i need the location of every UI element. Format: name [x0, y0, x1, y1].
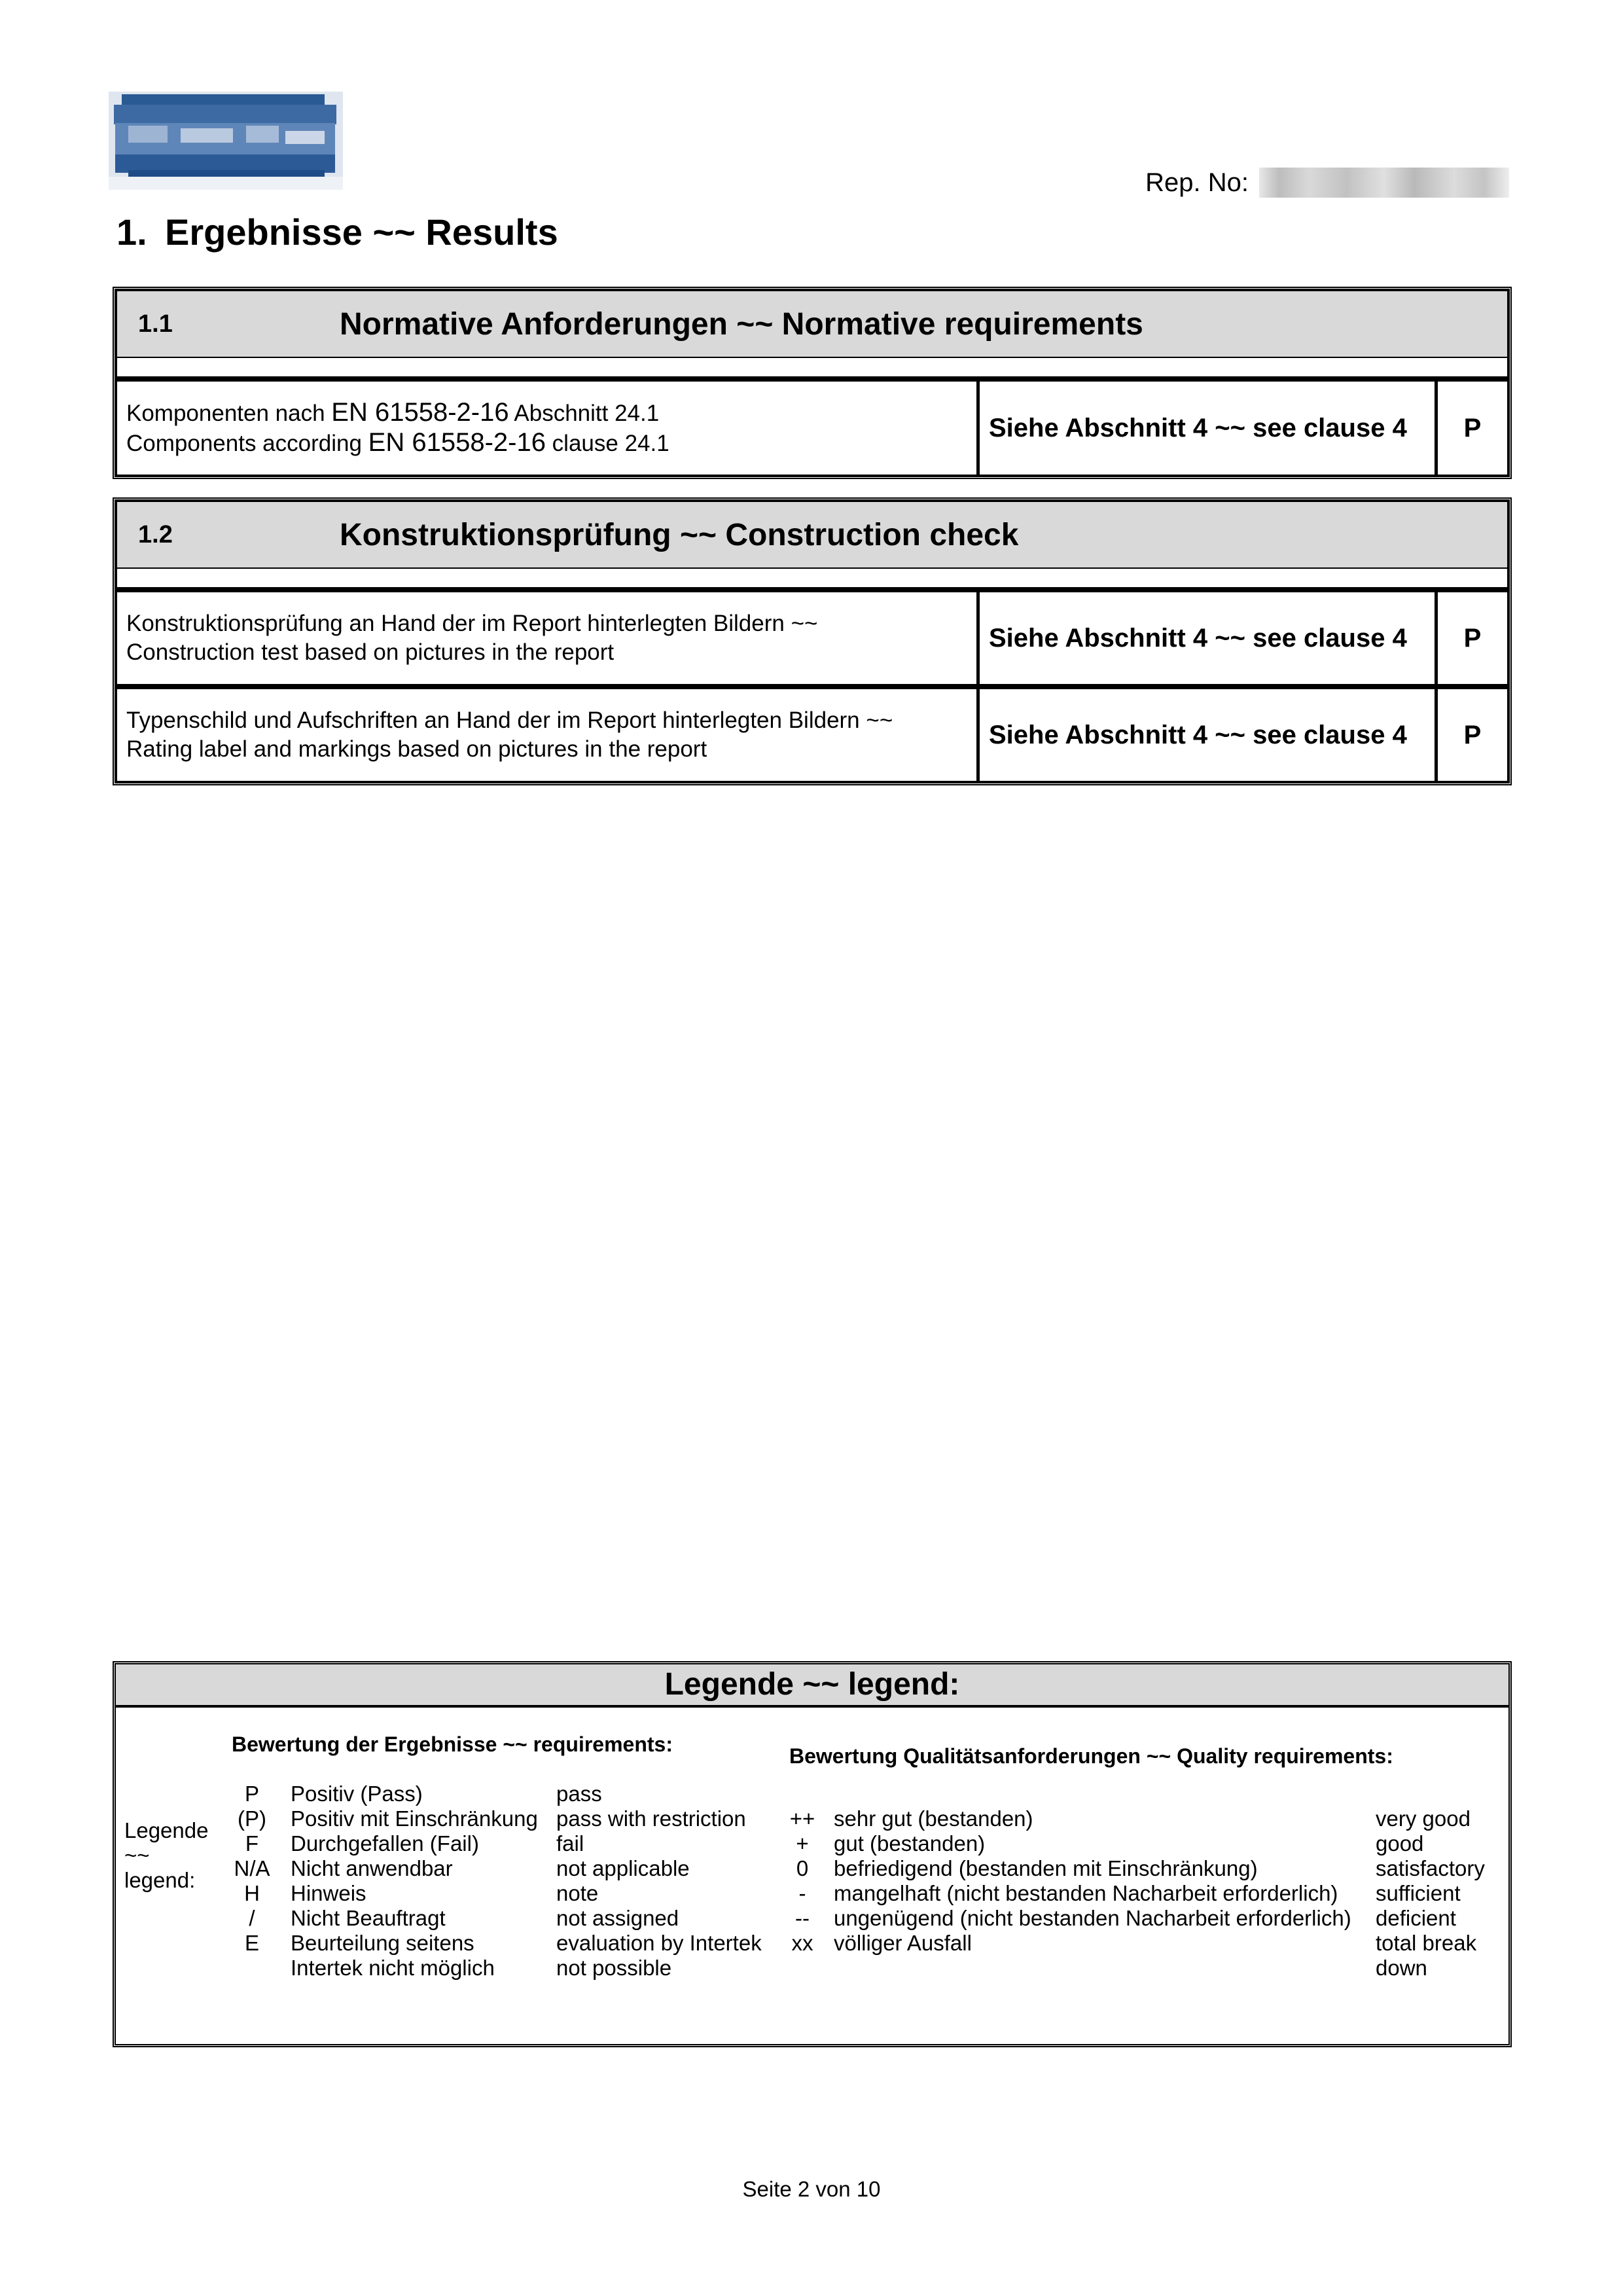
results-legend-item-en: pass: [556, 1782, 602, 1806]
requirement-line-de: Komponenten nach EN 61558-2-16 Abschnitt 24.1: [126, 398, 660, 427]
requirement-text: [116, 380, 978, 476]
results-legend-item-en: not applicable: [556, 1856, 690, 1880]
table-row: [116, 685, 1508, 782]
section-title: Konstruktionsprüfung ~~ Construction check: [340, 517, 1019, 552]
quality-legend-item-de: ungenügend (nicht bestanden Nacharbeit erforderlich): [834, 1906, 1351, 1930]
section-construction-check: [113, 497, 1512, 785]
results-legend-item-de: Hinweis: [291, 1881, 366, 1905]
report-number-label: Rep. No:: [1145, 168, 1249, 197]
results-legend-item-code: P: [244, 1782, 259, 1806]
heading-title: Ergebnisse ~~ Results: [165, 211, 558, 253]
results-legend-item-en: not possible: [556, 1956, 672, 1980]
quality-legend-item-code: xx: [791, 1931, 813, 1955]
results-legend-item-en: evaluation by Intertek: [556, 1931, 762, 1955]
requirement-line-en: Components according EN 61558-2-16 clause 24.1: [126, 428, 669, 457]
requirement-text: [116, 688, 978, 782]
quality-legend-item-code: -: [798, 1881, 806, 1905]
requirement-line-de: Konstruktionsprüfung an Hand der im Report hinterlegten Bildern ~~: [126, 611, 818, 636]
results-legend-item-code: F: [245, 1831, 259, 1856]
results-legend-item-de: Positiv (Pass): [291, 1782, 423, 1806]
results-legend-item-code: H: [244, 1881, 260, 1905]
reference-cell: Siehe Abschnitt 4 ~~ see clause 4: [978, 591, 1436, 685]
section-title: Normative Anforderungen ~~ Normative requirements: [340, 306, 1143, 342]
results-legend-item-de: Beurteilung seitens: [291, 1931, 474, 1955]
section-header: [116, 290, 1508, 358]
table-row: [116, 588, 1508, 685]
requirement-line-en: Rating label and markings based on pictures in the report: [126, 736, 707, 762]
verdict-cell: P: [1436, 380, 1508, 476]
quality-legend-item-de: gut (bestanden): [834, 1831, 986, 1856]
quality-legend-item-de: befriedigend (bestanden mit Einschränkung): [834, 1856, 1258, 1880]
section-header: [116, 501, 1508, 569]
quality-legend-item-code: +: [796, 1831, 809, 1856]
reference-cell: Siehe Abschnitt 4 ~~ see clause 4: [978, 380, 1436, 476]
verdict-cell: P: [1436, 688, 1508, 782]
section-spacer-row: [116, 358, 1508, 378]
quality-legend-item-de: völliger Ausfall: [834, 1931, 972, 1955]
results-legend-item-code: /: [249, 1906, 255, 1930]
quality-legend-item-code: 0: [796, 1856, 809, 1880]
quality-legend-item-en: satisfactory: [1376, 1856, 1485, 1880]
heading-number: 1.: [116, 211, 147, 253]
legend-side-label: Legende ~~ legend:: [124, 1818, 209, 1892]
results-legend-item-en: not assigned: [556, 1906, 679, 1930]
quality-legend-item-de: mangelhaft (nicht bestanden Nacharbeit erforderlich): [834, 1881, 1338, 1905]
verdict-cell: P: [1436, 591, 1508, 685]
reference-cell: Siehe Abschnitt 4 ~~ see clause 4: [978, 688, 1436, 782]
results-legend-item-de: Nicht anwendbar: [291, 1856, 453, 1880]
table-row: [116, 378, 1508, 476]
report-number: [1145, 168, 1509, 198]
results-legend-item-code: N/A: [234, 1856, 270, 1880]
quality-legend-item-en: very good: [1376, 1806, 1471, 1831]
quality-legend-item-en: total break: [1376, 1931, 1477, 1955]
results-legend-item-de: Intertek nicht möglich: [291, 1956, 495, 1980]
page-footer: Seite 2 von 10: [742, 2177, 881, 2201]
report-number-redacted: [1259, 168, 1509, 198]
quality-legend-item-de: sehr gut (bestanden): [834, 1806, 1033, 1831]
results-legend-item-code: E: [244, 1931, 259, 1955]
page-heading: [116, 211, 558, 253]
results-legend-item-en: fail: [556, 1831, 584, 1856]
results-heading: Bewertung der Ergebnisse ~~ requirements:: [232, 1732, 673, 1756]
quality-legend-item-en: deficient: [1376, 1906, 1456, 1930]
results-legend-item-de: Positiv mit Einschränkung: [291, 1806, 538, 1831]
section-normative-requirements: [113, 287, 1512, 479]
quality-legend-item-code: --: [795, 1906, 810, 1930]
section-spacer-row: [116, 569, 1508, 588]
requirement-line-en: Construction test based on pictures in the report: [126, 639, 615, 665]
results-legend-item-en: pass with restriction: [556, 1806, 746, 1831]
quality-legend-item-code: ++: [789, 1806, 815, 1831]
section-number: 1.1: [138, 310, 173, 338]
quality-heading: Bewertung Qualitätsanforderungen ~~ Quality requirements:: [789, 1744, 1393, 1768]
results-legend-item-code: (P): [238, 1806, 266, 1831]
quality-legend-item-en: down: [1376, 1956, 1427, 1980]
requirement-line-de: Typenschild und Aufschriften an Hand der im Report hinterlegten Bildern ~~: [126, 708, 893, 733]
quality-legend-item-en: good: [1376, 1831, 1424, 1856]
results-legend-item-de: Durchgefallen (Fail): [291, 1831, 479, 1856]
legend-title: Legende ~~ legend:: [116, 1664, 1508, 1708]
company-logo: [109, 92, 343, 190]
requirement-text: [116, 591, 978, 685]
results-legend-item-de: Nicht Beauftragt: [291, 1906, 446, 1930]
quality-legend-item-en: sufficient: [1376, 1881, 1461, 1905]
results-legend-item-en: note: [556, 1881, 599, 1905]
section-number: 1.2: [138, 520, 173, 548]
